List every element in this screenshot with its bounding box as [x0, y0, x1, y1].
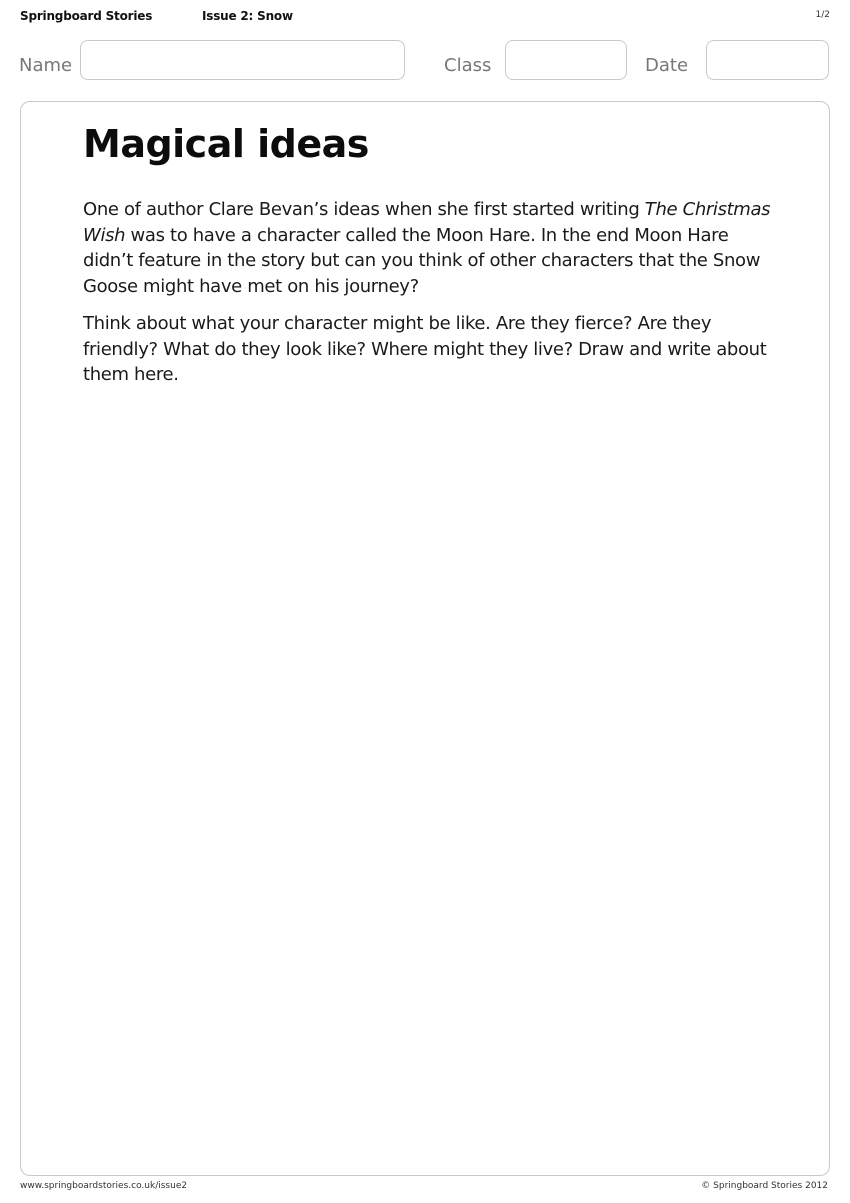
name-field[interactable]: [80, 40, 405, 80]
issue-label: Issue 2: Snow: [202, 9, 293, 23]
footer-copyright: © Springboard Stories 2012: [701, 1181, 828, 1191]
date-label: Date: [645, 55, 689, 76]
activity-panel[interactable]: [20, 101, 830, 1176]
book-title: The Christmas Wish: [83, 199, 771, 246]
class-label: Class: [444, 55, 492, 76]
page-number: 1/2: [815, 10, 830, 20]
intro-paragraph: [83, 197, 773, 299]
instructions-paragraph: Think about what your character might be like. Are they fierce? Are they friendly? What do they look like? Where might they live? Draw and write about them here.: [83, 313, 767, 385]
name-label: Name: [19, 55, 73, 76]
footer-url: www.springboardstories.co.uk/issue2: [20, 1181, 188, 1191]
page-header: [20, 9, 830, 27]
page-title: Magical ideas: [83, 122, 369, 166]
brand-name: Springboard Stories: [20, 9, 153, 23]
date-field[interactable]: [706, 40, 829, 80]
intro-text-end: was to have a character called the Moon Hare. In the end Moon Hare didn’t feature in the story but can you think of other characters that the Snow Goose might have met on his journey?: [83, 224, 761, 297]
intro-text-start: One of author Clare Bevan’s ideas when she first started writing: [83, 199, 645, 220]
class-field[interactable]: [505, 40, 627, 80]
